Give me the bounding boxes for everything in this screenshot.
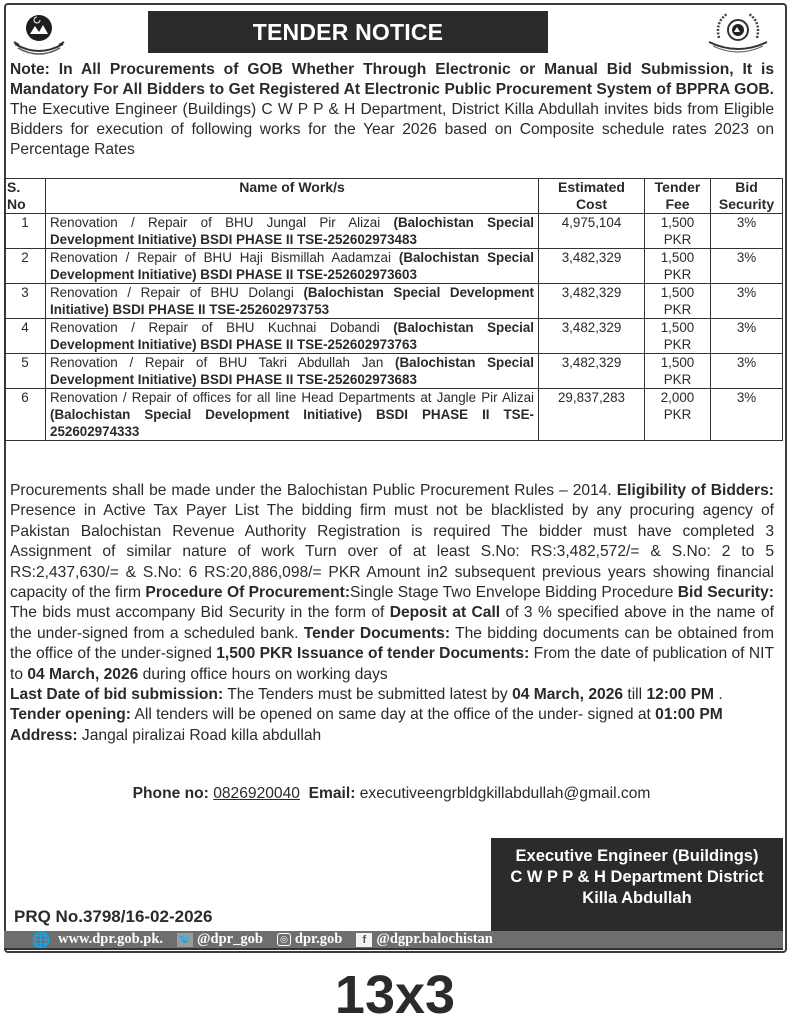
tender-opening-label: Tender opening:: [10, 706, 131, 724]
last-date-label: Last Date of bid submission:: [10, 686, 224, 704]
twitter-handle[interactable]: @dpr_gob: [197, 931, 263, 947]
work-name-text: Renovation / Repair of BHU Kuchnai Dobandi: [50, 320, 394, 335]
work-name-text: Renovation / Repair of BHU Takri Abdullah Jan: [50, 355, 396, 370]
procurement-rules-text: Procurements shall be made under the Balochistan Public Procurement Rules – 2014.: [10, 482, 617, 499]
website-link[interactable]: www.dpr.gob.pk.: [58, 931, 164, 947]
cell-estimated-cost: 3,482,329: [539, 354, 645, 389]
cell-estimated-cost: 29,837,283: [539, 389, 645, 441]
facebook-icon: f: [356, 933, 372, 947]
header-tender-fee: Tender Fee: [645, 179, 711, 214]
cell-bid-security: 3%: [711, 354, 783, 389]
eligibility-text: Presence in Active Tax Payer List The bidding firm must not be blacklisted by any procuring agency of Pakistan Balochistan Revenue Authority Registration is required The bidder must have completed 3 Assignment of similar nature of work Turn over of at least S.No: RS:3,482,572/= & S.No: 2 to 5 RS:2,437,630/= & S.No: 6 RS:20,886,098/= PKR Amount in2 subsequent previous years showing financial capacity of the firm: [10, 502, 774, 602]
header-estimated-cost: Estimated Cost: [539, 179, 645, 214]
page-title: TENDER NOTICE: [148, 11, 548, 53]
signature-district: Killa Abdullah: [582, 889, 692, 907]
bid-security-text: The bids must accompany Bid Security in the form of: [10, 604, 390, 622]
issuance-date: 04 March, 2026: [27, 665, 139, 683]
cell-bid-security: 3%: [711, 284, 783, 319]
cell-sno: 6: [5, 389, 46, 441]
cell-bid-security: 3%: [711, 319, 783, 354]
cell-estimated-cost: 4,975,104: [539, 214, 645, 249]
deposit-text: of 3 % specified above in the name of the under-signed from a scheduled bank.: [10, 604, 774, 642]
signature-department: C W P P & H Department District: [510, 868, 764, 886]
globe-icon: 🌐: [31, 930, 51, 949]
cell-sno: 4: [5, 319, 46, 354]
cell-estimated-cost: 3,482,329: [539, 319, 645, 354]
work-name-text: Renovation / Repair of BHU Haji Bismillah Aadamzai: [50, 250, 399, 265]
work-name-bold: (Balochistan Special Development Initiative) BSDI PHASE II TSE-252602973683: [50, 355, 534, 387]
table-row: [5, 249, 783, 284]
cell-tender-fee: 1,500 PKR: [645, 214, 711, 249]
table-row: [5, 214, 783, 249]
last-date-time: 12:00 PM: [646, 686, 715, 704]
phone-link[interactable]: 0826920040: [213, 785, 300, 802]
instagram-icon: ◎: [277, 933, 291, 946]
cell-work-name: [46, 249, 539, 284]
eligibility-label: Eligibility of Bidders:: [616, 482, 774, 499]
tender-opening-text: All tenders will be opened on same day at the office of the under- signed at: [131, 706, 656, 724]
cell-bid-security: 3%: [711, 214, 783, 249]
works-table: [4, 178, 783, 441]
signature-block: [491, 838, 783, 931]
footer-instagram[interactable]: [277, 931, 342, 948]
cell-bid-security: 3%: [711, 249, 783, 284]
tender-opening-time: 01:00 PM: [655, 706, 723, 724]
table-row: [5, 354, 783, 389]
cell-tender-fee: 1,500 PKR: [645, 249, 711, 284]
work-name-text: Renovation / Repair of offices for all line Head Departments at Jangle Pir Alizai: [50, 390, 534, 405]
terms-paragraph: [10, 481, 774, 746]
table-header-row: [5, 179, 783, 214]
invitation-text: The Executive Engineer (Buildings) C W P P & H Department, District Killa Abdullah invites bids from Eligible Bidders for execution of following works for the Year 2026 based on Composite schedule rates 2023 on Percentage Rates: [10, 101, 774, 158]
work-name-text: Renovation / Repair of BHU Dolangi: [50, 285, 304, 300]
last-date-till: till: [623, 686, 647, 704]
intro-paragraph: [10, 60, 774, 160]
cell-tender-fee: 2,000 PKR: [645, 389, 711, 441]
cell-work-name: [46, 389, 539, 441]
cell-bid-security: 3%: [711, 389, 783, 441]
cell-tender-fee: 1,500 PKR: [645, 284, 711, 319]
table-row: [5, 389, 783, 441]
phone-label: Phone no:: [132, 785, 209, 802]
facebook-handle[interactable]: @dgpr.balochistan: [376, 931, 493, 947]
issuance-text: From the date of publication of NIT to: [10, 645, 775, 683]
cell-sno: 3: [5, 284, 46, 319]
procedure-text: Single Stage Two Envelope Bidding Procedure: [350, 584, 678, 602]
balochistan-emblem-icon: [10, 8, 68, 58]
email-label: Email:: [308, 785, 356, 802]
cell-sno: 2: [5, 249, 46, 284]
cell-sno: 5: [5, 354, 46, 389]
table-row: [5, 319, 783, 354]
address-text: Jangal piralizai Road killa abdullah: [77, 726, 322, 744]
bid-security-label: Bid Security:: [677, 584, 774, 602]
header-sno: S. No: [5, 179, 46, 214]
contact-line: [0, 785, 783, 803]
work-name-bold: (Balochistan Special Development Initiative) BSDI PHASE II TSE-252602973763: [50, 320, 534, 352]
work-name-bold: (Balochistan Special Development Initiative) BSDI PHASE II TSE-252602974333: [50, 407, 534, 439]
address-label: Address:: [10, 726, 78, 744]
last-date-text: The Tenders must be submitted latest by: [223, 686, 513, 704]
footer-facebook[interactable]: [356, 931, 493, 948]
issuance-tail: during office hours on working days: [138, 665, 388, 683]
footer-website[interactable]: [30, 931, 163, 948]
header-bid-security: Bid Security: [711, 179, 783, 214]
procedure-label: Procedure Of Procurement:: [145, 584, 351, 602]
signature-title: Executive Engineer (Buildings): [515, 847, 759, 865]
cell-work-name: [46, 284, 539, 319]
tender-documents-label: Tender Documents:: [303, 624, 451, 642]
work-name-text: Renovation / Repair of BHU Jungal Pir Alizai: [50, 215, 394, 230]
table-row: [5, 284, 783, 319]
cell-work-name: [46, 319, 539, 354]
registration-note: Note: In All Procurements of GOB Whether Through Electronic or Manual Bid Submission, It is Mandatory For All Bidders to Get Registered At Electronic Public Procurement System of BPPRA GOB.: [10, 61, 774, 98]
work-name-bold: (Balochistan Special Development Initiative) BSDI PHASE II TSE-252602973483: [50, 215, 534, 247]
dgpr-emblem-icon: [705, 8, 771, 58]
cell-tender-fee: 1,500 PKR: [645, 319, 711, 354]
work-name-bold: (Balochistan Special Development Initiative) BSDI PHASE II TSE-252602973753: [50, 285, 534, 317]
cell-estimated-cost: 3,482,329: [539, 249, 645, 284]
work-name-bold: (Balochistan Special Development Initiative) BSDI PHASE II TSE-252602973603: [50, 250, 534, 282]
cell-estimated-cost: 3,482,329: [539, 284, 645, 319]
twitter-icon: 🐦: [178, 933, 192, 946]
tender-documents-text: The bidding documents can be obtained from the office of the under-signed: [10, 624, 774, 663]
last-date-tail: .: [714, 686, 723, 704]
cell-sno: 1: [5, 214, 46, 249]
cell-work-name: [46, 214, 539, 249]
instagram-handle[interactable]: dpr.gob: [294, 931, 343, 947]
issuance-label: 1,500 PKR Issuance of tender Documents:: [216, 645, 530, 663]
email-link[interactable]: executiveengrbldgkillabdullah@gmail.com: [359, 785, 651, 802]
last-date-date: 04 March, 2026: [512, 686, 624, 704]
header-name-of-works: Name of Work/s: [46, 179, 539, 214]
prq-number: PRQ No.3798/16-02-2026: [14, 907, 213, 926]
ad-size-label: 13x3: [334, 965, 456, 1024]
footer-social-bar: [4, 931, 783, 950]
cell-tender-fee: 1,500 PKR: [645, 354, 711, 389]
cell-work-name: [46, 354, 539, 389]
footer-twitter[interactable]: [177, 931, 263, 948]
deposit-label: Deposit at Call: [389, 604, 501, 622]
